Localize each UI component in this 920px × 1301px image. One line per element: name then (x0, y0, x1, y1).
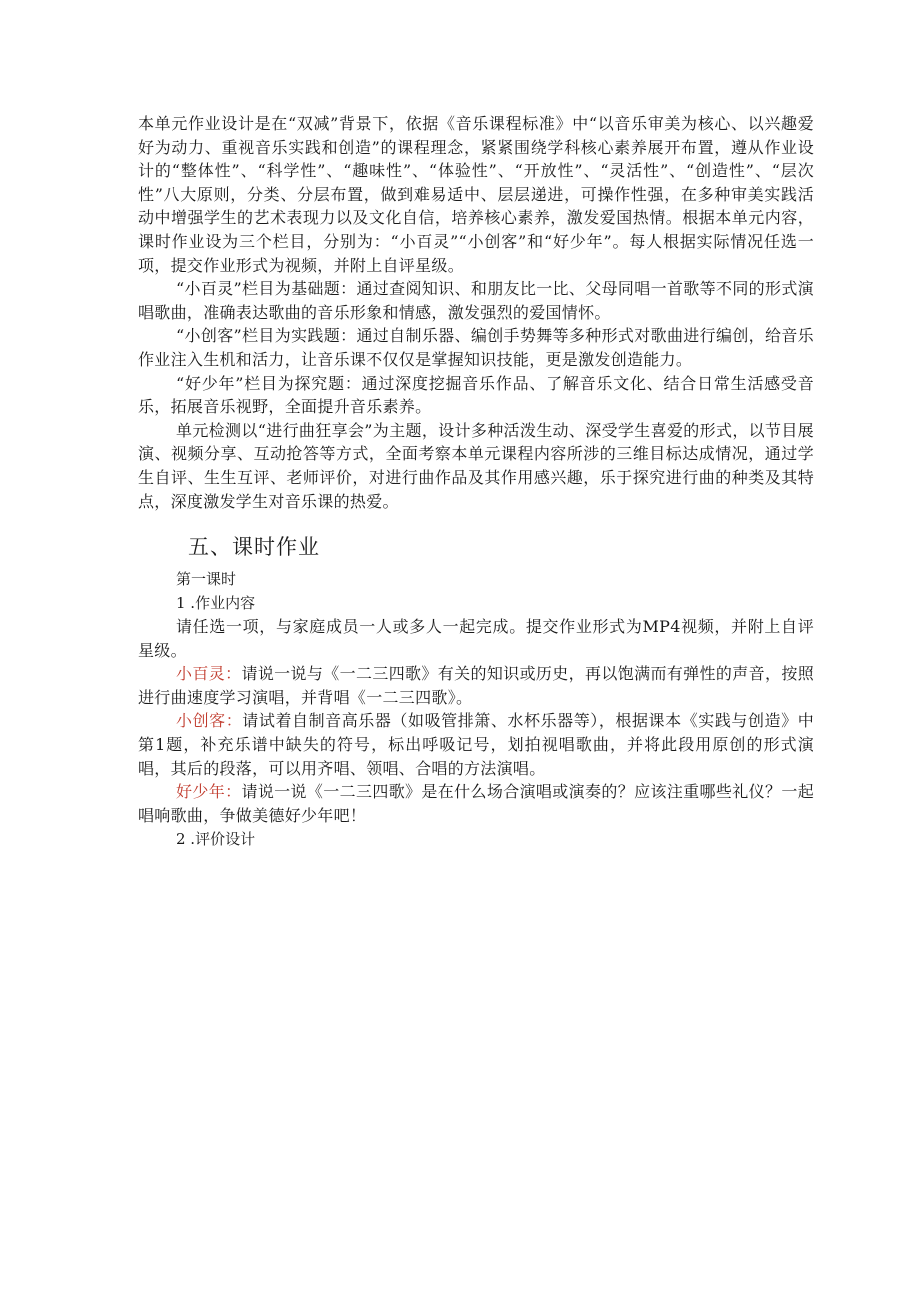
task-label: 好少年： (176, 782, 242, 802)
instruction-paragraph: 请任选一项，与家庭成员一人或多人一起完成。提交作业形式为MP4视频，并附上自评星级。 (138, 617, 814, 660)
task-xiaobailing (138, 662, 814, 709)
task-label: 小创客： (176, 711, 243, 731)
intro-paragraph-5: 单元检测以“进行曲狂享会”为主题，设计多种活泼生动、深受学生喜爱的形式，以节目展演、视频分享、互动抢答等方式，全面考察本单元课程内容所涉的三维目标达成情况，通过学生自评、生生互评、老师评价，对进行曲作品及其作用感兴趣，乐于探究进行曲的种类及其特点，深度激发学生对音乐课的热爱。 (138, 420, 814, 511)
task-text: 请试着自制音高乐器（如吸管排箫、水杯乐器等），根据课本《实践与创造》中第1题，补充乐谱中缺失的符号，标出呼吸记号，划拍视唱歌曲，并将此段用原创的形式演唱，其后的段落，可以用齐唱、领唱、合唱的方法演唱。 (138, 711, 814, 778)
intro-paragraph-1: 本单元作业设计是在“双减”背景下，依据《音乐课程标准》中“以音乐审美为核心、以兴趣爱好为动力、重视音乐实践和创造”的课程理念，紧紧围绕学科核心素养展开布置，遵从作业设计的“整体性”、“科学性”、“趣味性”、“体验性”、“开放性”、“灵活性”、“创造性”、“层次性”八大原则，分类、分层布置，做到难易适中、层层递进，可操作性强，在多种审美实践活动中增强学生的艺术表现力以及文化自信，培养核心素养，激发爱国热情。根据本单元内容，课时作业设为三个栏目，分别为：“小百灵”“小创客”和“好少年”。每人根据实际情况任选一项，提交作业形式为视频，并附上自评星级。 (138, 114, 814, 275)
task-text: 请说一说与《一二三四歌》有关的知识或历史，再以饱满而有弹性的声音，按照进行曲速度学习演唱，并背唱《一二三四歌》。 (138, 664, 814, 707)
task-xiaochuangke (138, 709, 814, 780)
intro-paragraph-2: “小百灵”栏目为基础题：通过查阅知识、和朋友比一比、父母同唱一首歌等不同的形式演唱歌曲，准确表达歌曲的音乐形象和情感，激发强烈的爱国情怀。 (138, 279, 814, 322)
item-homework-content: 1 .作业内容 (176, 594, 256, 613)
task-label: 小百灵： (176, 664, 242, 684)
intro-paragraph-3: “小创客”栏目为实践题：通过自制乐器、编创手势舞等多种形式对歌曲进行编创，给音乐作业注入生机和活力，让音乐课不仅仅是掌握知识技能，更是激发创造能力。 (138, 326, 814, 369)
section-heading: 五、课时作业 (188, 535, 320, 560)
item-evaluation-design: 2 .评价设计 (176, 830, 256, 849)
intro-paragraph-4: “好少年”栏目为探究题：通过深度挖掘音乐作品、了解音乐文化、结合日常生活感受音乐，拓展音乐视野，全面提升音乐素养。 (138, 373, 814, 417)
document-page (138, 112, 814, 851)
task-text: 请说一说《一二三四歌》是在什么场合演唱或演奏的？应该注重哪些礼仪？一起唱响歌曲，争做美德好少年吧！ (138, 782, 814, 825)
task-haoshaonian (138, 780, 814, 827)
lesson-title: 第一课时 (176, 570, 237, 589)
